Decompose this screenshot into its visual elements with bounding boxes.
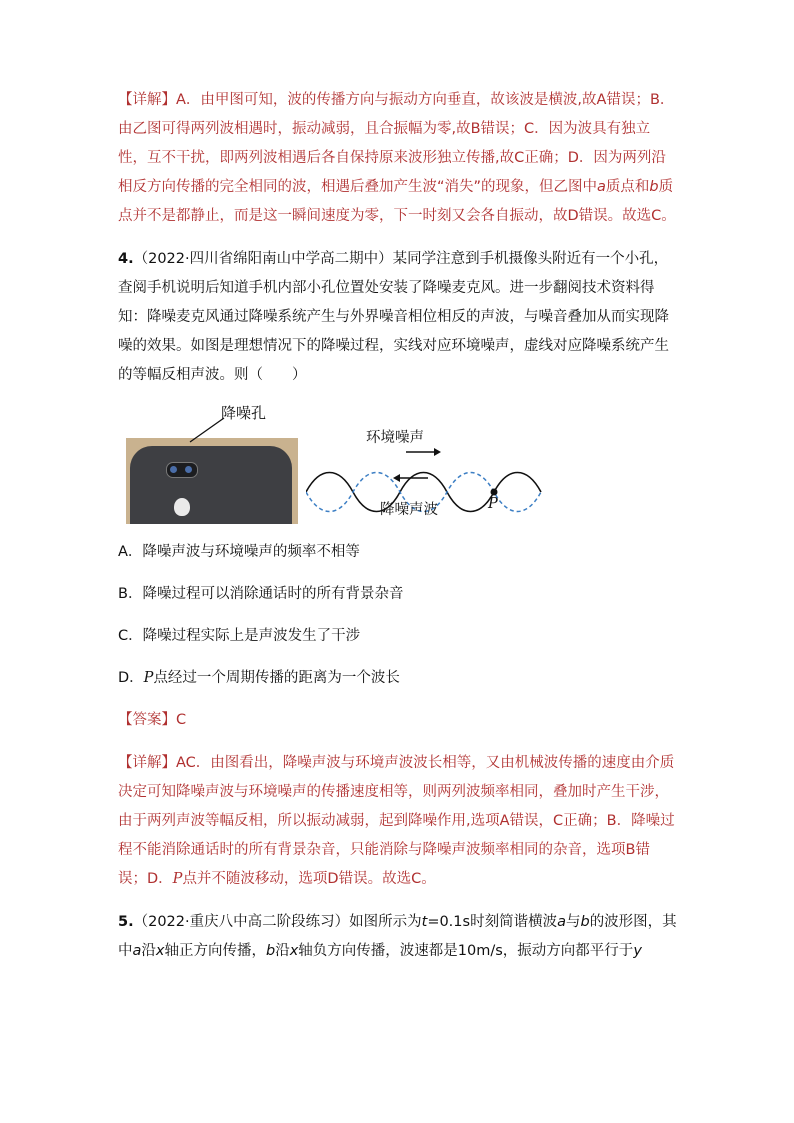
question-number: 4.: [118, 251, 134, 267]
explanation-prev: 【详解】A．由甲图可知，波的传播方向与振动方向垂直，故该波是横波,故A错误；B．由乙图可得两列波相遇时，振动减弱，且合振幅为零,故B错误；C．因为波具有独立性，互不干扰，即两列波相遇后各自保持原来波形独立传播,故C正确；D．因为两列沿相反方向传播的完全相同的波，相遇后叠加产生波“消失”的现象，但乙图中a质点和b质点并不是都静止，而是这一瞬间速度为零，下一时刻又会各自振动，故D错误。故选C。: [118, 92, 676, 224]
noise-cancel-figure: [126, 402, 556, 524]
question-5-stem: 5.（2022·重庆八中高二阶段练习）如图所示为t=0.1s时刻简谐横波a与b的波形图，其中a沿x轴正方向传播，b沿x轴负方向传播，波速都是10m/s，振动方向都平行于y: [118, 914, 677, 959]
point-p-label: P: [488, 496, 498, 512]
phone-back: [130, 446, 292, 524]
answer: [118, 706, 678, 735]
question-source: （2022·重庆八中高二阶段练习）: [133, 914, 350, 930]
hole-label: 降噪孔: [221, 404, 267, 422]
answer-value: C: [176, 712, 187, 728]
phone-photo: [126, 438, 298, 524]
option-c: C．降噪过程实际上是声波发生了干涉: [118, 628, 361, 644]
pointer-line-icon: [188, 416, 228, 446]
explanation-tag: 【详解】: [118, 755, 176, 771]
option-b: B．降噪过程可以消除通话时的所有背景杂音: [118, 586, 404, 602]
question-4-stem: 4.（2022·四川省绵阳南山中学高二期中）某同学注意到手机摄像头附近有一个小孔，查阅手机说明后知道手机内部小孔位置处安装了降噪麦克风。进一步翻阅技术资料得知：降噪麦克风通过降噪系统产生与外界噪音相位相反的声波，与噪音叠加从而实现降噪的效果。如图是理想情况下的降噪过程，实线对应环境噪声，虚线对应降噪系统产生的等幅反相声波。则（ ）: [118, 251, 669, 383]
question-source: （2022·四川省绵阳南山中学高二期中）: [133, 251, 393, 267]
explanation-tag: 【详解】: [118, 92, 176, 108]
answer-tag: 【答案】: [118, 712, 176, 728]
point-p-dot: [491, 489, 498, 496]
option-a: A．降噪声波与环境噪声的频率不相等: [118, 544, 360, 560]
cancel-wave-label: 降噪声波: [380, 502, 438, 518]
option-d: D．P点经过一个周期传播的距离为一个波长: [118, 670, 400, 686]
document-page: [118, 86, 678, 966]
apple-logo-icon: [174, 498, 190, 516]
ambient-noise-label: 环境噪声: [366, 430, 424, 446]
question-number: 5.: [118, 914, 134, 930]
camera-icon: [166, 462, 198, 478]
explanation-4: 【详解】AC．由图看出，降噪声波与环境声波波长相等，又由机械波传播的速度由介质决定可知降噪声波与环境噪声的传播速度相等，则两列波频率相同，叠加时产生干涉，由于两列声波等幅反相，所以振动减弱，起到降噪作用,选项A错误，C正确；B．降噪过程不能消除通话时的所有背景杂音，只能消除与降噪声波频率相同的杂音，选项B错误；D．P点并不随波移动，选项D错误。故选C。: [118, 755, 675, 887]
